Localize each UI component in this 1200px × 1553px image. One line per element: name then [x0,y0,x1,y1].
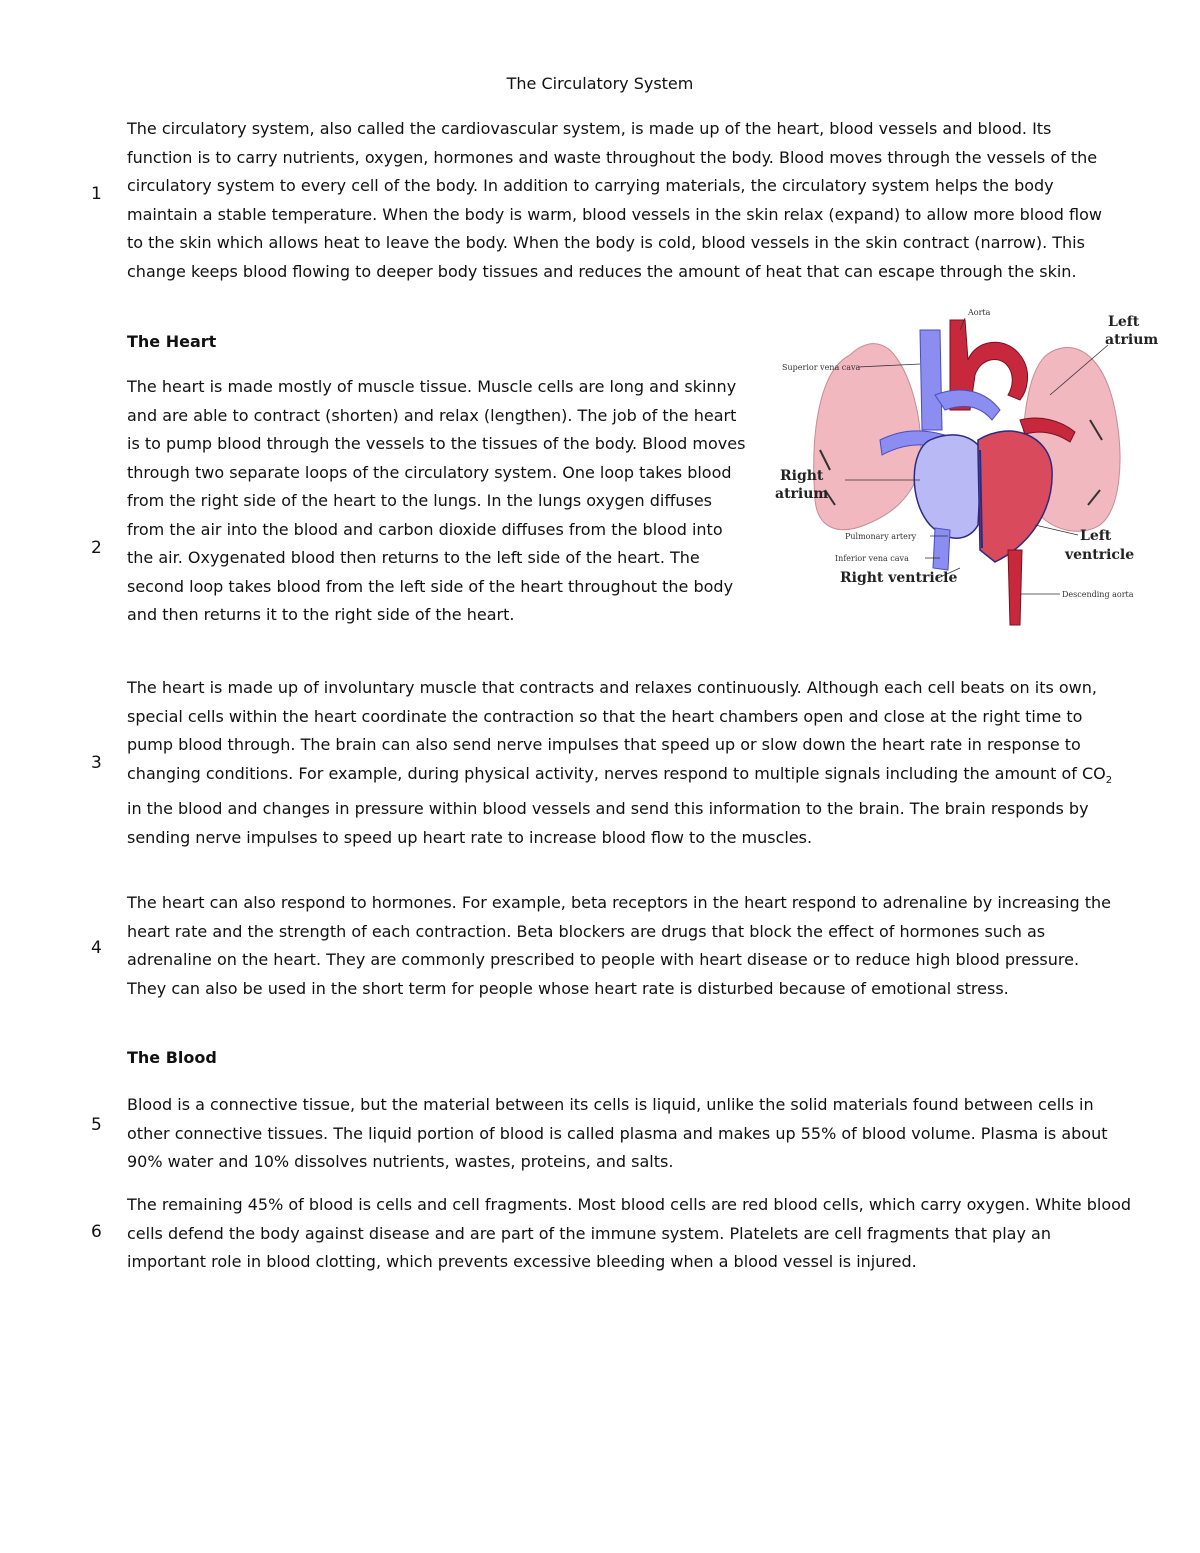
superior-vena-cava-shape [920,330,942,430]
label-left-ventricle-line1: Left [1080,528,1112,544]
paragraph-3-part-2: in the blood and changes in pressure within blood vessels and send this information to the brain. The brain responds by sending nerve impulses to speed up heart rate to increase blood flow to the muscles. [127,799,1089,847]
heading-the-heart: The Heart [127,332,217,351]
inferior-vena-cava-shape [933,528,950,570]
label-right-atrium-line1: Right [780,468,824,484]
co2-subscript: 2 [1105,774,1113,786]
label-left-atrium-line1: Left [1108,314,1140,330]
label-descending-aorta: Descending aorta [1062,590,1134,599]
label-pulmonary-artery: Pulmonary artery [845,532,917,541]
co2-base: CO [1081,763,1106,783]
label-superior-vena-cava: Superior vena cava [782,363,861,372]
paragraph-5: Blood is a connective tissue, but the material between its cells is liquid, unlike the solid materials found between cells in other connective tissues. The liquid portion of blood is called plasma and makes up 55% of blood volume. Plasma is about 90% water and 10% dissolves nutrients, wastes, proteins, and salts. [127,1095,1108,1171]
label-right-ventricle: Right ventricle [840,570,958,586]
right-heart-chambers [914,435,982,538]
label-right-atrium-line2: atrium [775,486,829,502]
label-inferior-vena-cava: Inferior vena cava [835,554,909,563]
paragraph-3 [127,674,1127,852]
co2-formula [1081,763,1113,786]
paragraph-2: The heart is made mostly of muscle tissue. Muscle cells are long and skinny and are able to contract (shorten) and relax (lengthen). The job of the heart is to pump blood through the vessels to the tissues of the body. Blood moves through two separate loops of the circulatory system. One loop takes blood from the right side of the heart to the lungs. In the lungs oxygen diffuses from the air into the blood and carbon dioxide diffuses from the blood into the air. Oxygenated blood then returns to the left side of the heart. The second loop takes blood from the left side of the heart throughout the body and then returns it to the right side of the heart. [127,377,746,624]
pulmonary-artery-shape [935,390,1000,420]
label-left-ventricle-line2: ventricle [1065,547,1135,563]
paragraph-number-2: 2 [91,538,102,558]
paragraph-number-1: 1 [91,184,102,204]
paragraph-3-part-1: The heart is made up of involuntary muscle that contracts and relaxes continuously. Although each cell beats on its own, special cells within the heart coordinate the contraction so that the heart chambers open and close at the right time to pump blood through. The brain can also send nerve impulses that speed up or slow down the heart rate in response to changing conditions. For example, during physical activity, nerves respond to multiple signals including the amount of [127,678,1097,783]
heart-diagram [770,300,1160,630]
label-left-atrium-line2: atrium [1105,332,1159,348]
page-title: The Circulatory System [506,74,694,93]
label-aorta: Aorta [968,308,991,317]
paragraph-number-5: 5 [91,1115,102,1135]
paragraph-number-4: 4 [91,938,102,958]
left-heart-chambers [978,431,1052,562]
paragraph-1: The circulatory system, also called the cardiovascular system, is made up of the heart, blood vessels and blood. Its function is to carry nutrients, oxygen, hormones and waste throughout the body. Blood moves through the vessels of the circulatory system to every cell of the body. In addition to carrying materials, the circulatory system helps the body maintain a stable temperature. When the body is warm, blood vessels in the skin relax (expand) to allow more blood flow to the skin which allows heat to leave the body. When the body is cold, blood vessels in the skin contract (narrow). This change keeps blood flowing to deeper body tissues and reduces the amount of heat that can escape through the skin. [127,119,1102,281]
paragraph-number-6: 6 [91,1222,102,1242]
paragraph-6: The remaining 45% of blood is cells and cell fragments. Most blood cells are red blood cells, which carry oxygen. White blood cells defend the body against disease and are part of the immune system. Platelets are cell fragments that play an important role in blood clotting, which prevents excessive bleeding when a blood vessel is injured. [127,1195,1132,1271]
paragraph-4: The heart can also respond to hormones. For example, beta receptors in the heart respond to adrenaline by increasing the heart rate and the strength of each contraction. Beta blockers are drugs that block the effect of hormones such as adrenaline on the heart. They are commonly prescribed to people with heart disease or to reduce high blood pressure. They can also be used in the short term for people whose heart rate is disturbed because of emotional stress. [127,893,1112,998]
descending-aorta-shape [1008,550,1022,625]
heading-the-blood: The Blood [127,1048,217,1067]
paragraph-number-3: 3 [91,753,102,773]
